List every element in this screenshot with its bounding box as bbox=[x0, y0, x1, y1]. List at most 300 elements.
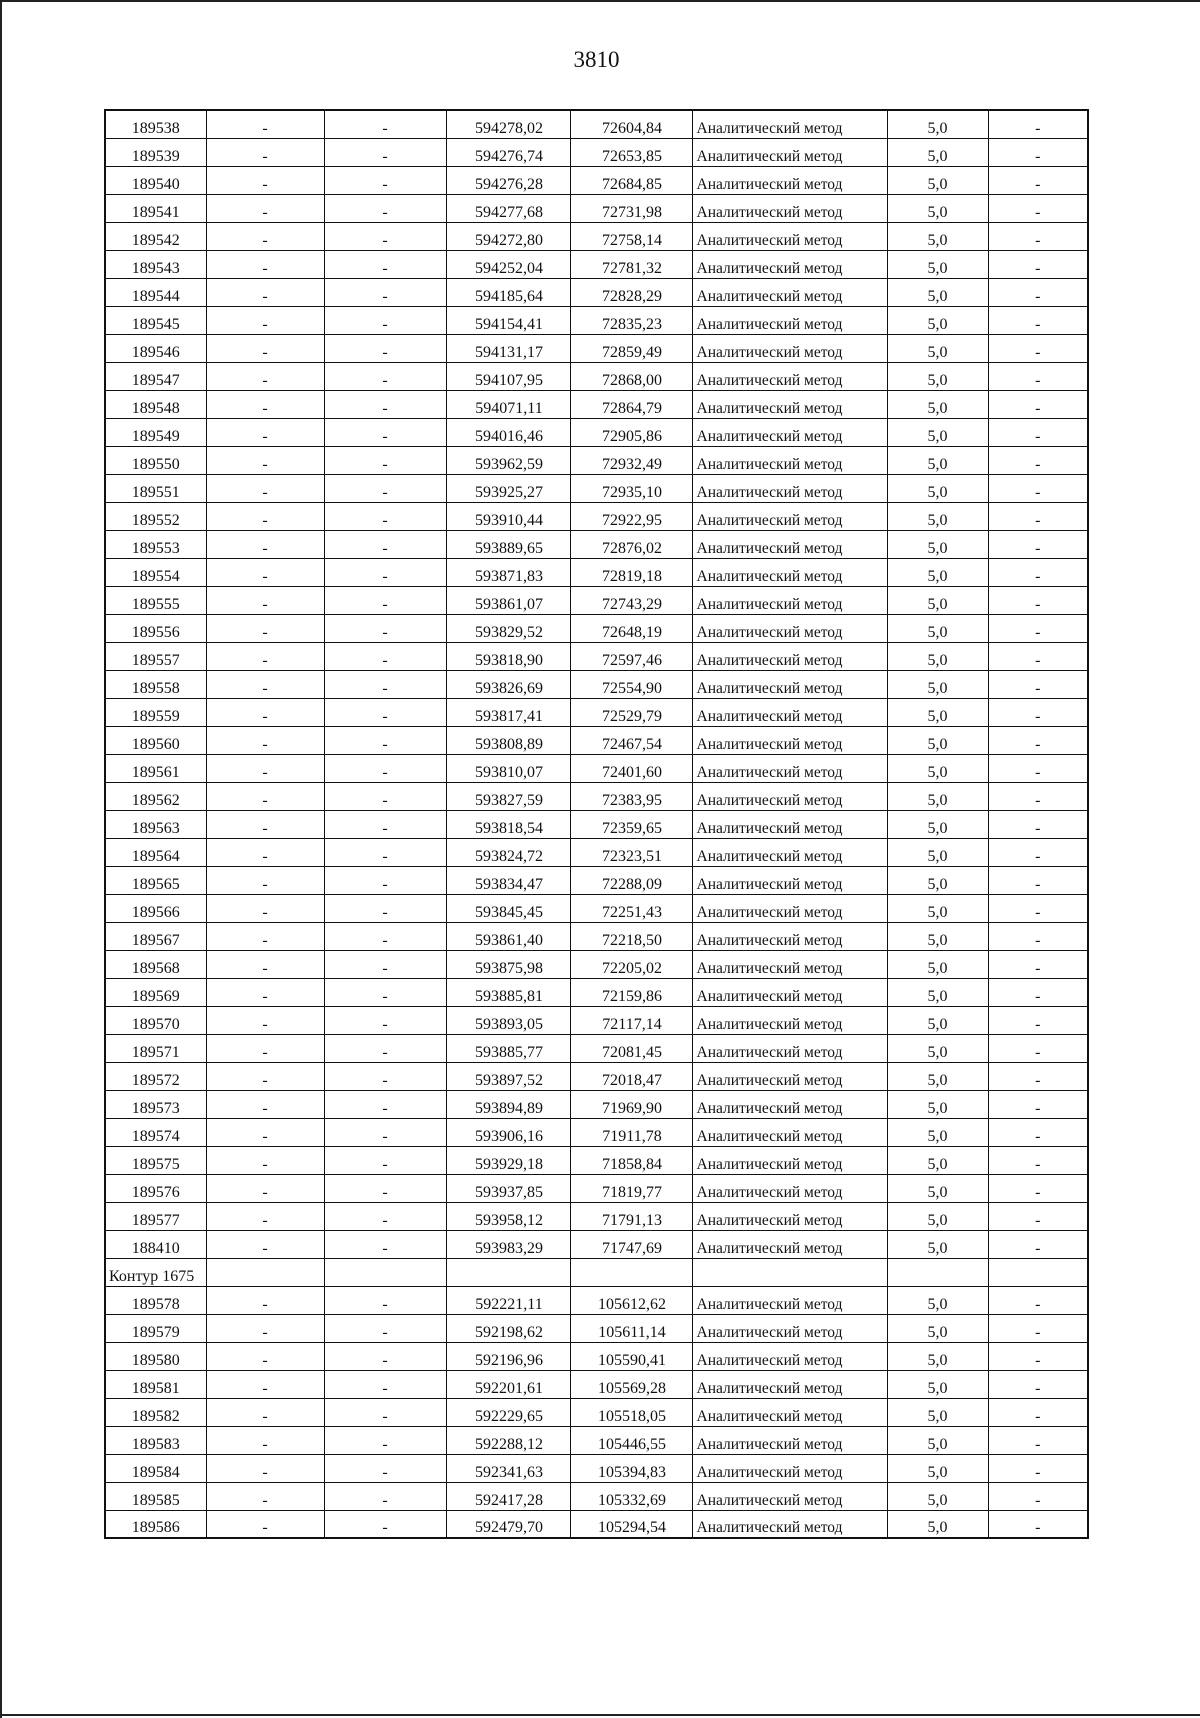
coordinate-x-cell: 593929,18 bbox=[446, 1146, 570, 1174]
method-cell: Аналитический метод bbox=[692, 362, 887, 390]
table-row bbox=[105, 1426, 1088, 1454]
coordinate-y-cell: 71858,84 bbox=[570, 1146, 692, 1174]
accuracy-cell: 5,0 bbox=[887, 670, 988, 698]
method-cell: Аналитический метод bbox=[692, 278, 887, 306]
coordinate-x-cell: 594252,04 bbox=[446, 250, 570, 278]
point-number-cell: 189544 bbox=[105, 278, 206, 306]
coordinate-x-cell: 593827,59 bbox=[446, 782, 570, 810]
coordinate-y-cell: 72251,43 bbox=[570, 894, 692, 922]
method-cell: Аналитический метод bbox=[692, 390, 887, 418]
coordinate-y-cell: 72819,18 bbox=[570, 558, 692, 586]
empty-dash-cell: - bbox=[324, 754, 446, 782]
point-number-cell: 189565 bbox=[105, 866, 206, 894]
table-row bbox=[105, 1090, 1088, 1118]
coordinate-y-cell: 72018,47 bbox=[570, 1062, 692, 1090]
empty-dash-cell: - bbox=[324, 446, 446, 474]
coordinate-x-cell: 593983,29 bbox=[446, 1230, 570, 1258]
table-row bbox=[105, 614, 1088, 642]
coordinate-y-cell: 72604,84 bbox=[570, 110, 692, 138]
empty-dash-cell: - bbox=[206, 866, 324, 894]
empty-dash-cell: - bbox=[206, 894, 324, 922]
coordinate-x-cell: 593861,07 bbox=[446, 586, 570, 614]
method-cell: Аналитический метод bbox=[692, 1454, 887, 1482]
accuracy-cell: 5,0 bbox=[887, 1202, 988, 1230]
empty-dash-cell: - bbox=[206, 278, 324, 306]
coordinate-x-cell: 594107,95 bbox=[446, 362, 570, 390]
empty-dash-cell: - bbox=[206, 1314, 324, 1342]
empty-dash-cell: - bbox=[206, 1510, 324, 1538]
empty-dash-cell: - bbox=[206, 138, 324, 166]
empty-dash-cell: - bbox=[988, 222, 1088, 250]
empty-dash-cell: - bbox=[206, 1006, 324, 1034]
point-number-cell: 189553 bbox=[105, 530, 206, 558]
accuracy-cell: 5,0 bbox=[887, 1034, 988, 1062]
coordinate-x-cell: 592196,96 bbox=[446, 1342, 570, 1370]
empty-dash-cell: - bbox=[324, 1034, 446, 1062]
method-cell: Аналитический метод bbox=[692, 474, 887, 502]
empty-dash-cell: - bbox=[988, 362, 1088, 390]
method-cell: Аналитический метод bbox=[692, 222, 887, 250]
coordinate-y-cell: 72684,85 bbox=[570, 166, 692, 194]
accuracy-cell: 5,0 bbox=[887, 446, 988, 474]
method-cell: Аналитический метод bbox=[692, 1062, 887, 1090]
coordinate-x-cell: 594277,68 bbox=[446, 194, 570, 222]
coordinate-x-cell: 592417,28 bbox=[446, 1482, 570, 1510]
table-row bbox=[105, 782, 1088, 810]
point-number-cell: 189568 bbox=[105, 950, 206, 978]
empty-dash-cell: - bbox=[206, 614, 324, 642]
table-row bbox=[105, 1398, 1088, 1426]
point-number-cell: 189564 bbox=[105, 838, 206, 866]
method-cell: Аналитический метод bbox=[692, 1090, 887, 1118]
table-row bbox=[105, 838, 1088, 866]
accuracy-cell: 5,0 bbox=[887, 530, 988, 558]
method-cell: Аналитический метод bbox=[692, 1510, 887, 1538]
table-row bbox=[105, 362, 1088, 390]
coordinate-x-cell: 593824,72 bbox=[446, 838, 570, 866]
table-row bbox=[105, 1062, 1088, 1090]
empty-dash-cell: - bbox=[988, 1090, 1088, 1118]
empty-dash-cell: - bbox=[324, 838, 446, 866]
empty-dash-cell: - bbox=[324, 558, 446, 586]
table-row bbox=[105, 810, 1088, 838]
table-row bbox=[105, 922, 1088, 950]
empty-dash-cell: - bbox=[206, 250, 324, 278]
empty-dash-cell: - bbox=[206, 1118, 324, 1146]
empty-dash-cell: - bbox=[324, 306, 446, 334]
accuracy-cell: 5,0 bbox=[887, 138, 988, 166]
coordinate-y-cell: 72323,51 bbox=[570, 838, 692, 866]
empty-dash-cell: - bbox=[206, 418, 324, 446]
empty-dash-cell: - bbox=[988, 1006, 1088, 1034]
empty-dash-cell: - bbox=[988, 530, 1088, 558]
accuracy-cell: 5,0 bbox=[887, 698, 988, 726]
method-cell: Аналитический метод bbox=[692, 698, 887, 726]
accuracy-cell: 5,0 bbox=[887, 1370, 988, 1398]
coordinate-y-cell: 72935,10 bbox=[570, 474, 692, 502]
empty-dash-cell: - bbox=[206, 1202, 324, 1230]
empty-dash-cell: - bbox=[324, 222, 446, 250]
empty-dash-cell: - bbox=[988, 1230, 1088, 1258]
empty-dash-cell: - bbox=[206, 1174, 324, 1202]
method-cell: Аналитический метод bbox=[692, 614, 887, 642]
empty-dash-cell: - bbox=[324, 1398, 446, 1426]
method-cell: Аналитический метод bbox=[692, 978, 887, 1006]
coordinate-y-cell: 72922,95 bbox=[570, 502, 692, 530]
empty-cell bbox=[887, 1258, 988, 1286]
empty-dash-cell: - bbox=[206, 670, 324, 698]
coordinates-table-body bbox=[105, 110, 1088, 1538]
accuracy-cell: 5,0 bbox=[887, 222, 988, 250]
method-cell: Аналитический метод bbox=[692, 166, 887, 194]
point-number-cell: 189574 bbox=[105, 1118, 206, 1146]
empty-dash-cell: - bbox=[324, 1510, 446, 1538]
empty-dash-cell: - bbox=[988, 642, 1088, 670]
point-number-cell: 189557 bbox=[105, 642, 206, 670]
empty-dash-cell: - bbox=[206, 1342, 324, 1370]
point-number-cell: 189558 bbox=[105, 670, 206, 698]
empty-dash-cell: - bbox=[324, 502, 446, 530]
table-row bbox=[105, 894, 1088, 922]
accuracy-cell: 5,0 bbox=[887, 334, 988, 362]
coordinate-y-cell: 72731,98 bbox=[570, 194, 692, 222]
point-number-cell: 189584 bbox=[105, 1454, 206, 1482]
empty-dash-cell: - bbox=[324, 642, 446, 670]
point-number-cell: 189545 bbox=[105, 306, 206, 334]
table-row bbox=[105, 1174, 1088, 1202]
empty-dash-cell: - bbox=[206, 1146, 324, 1174]
empty-dash-cell: - bbox=[206, 502, 324, 530]
point-number-cell: 188410 bbox=[105, 1230, 206, 1258]
empty-dash-cell: - bbox=[324, 1118, 446, 1146]
coordinate-x-cell: 592221,11 bbox=[446, 1286, 570, 1314]
coordinate-y-cell: 105612,62 bbox=[570, 1286, 692, 1314]
method-cell: Аналитический метод bbox=[692, 1342, 887, 1370]
point-number-cell: 189583 bbox=[105, 1426, 206, 1454]
coordinate-y-cell: 72835,23 bbox=[570, 306, 692, 334]
method-cell: Аналитический метод bbox=[692, 502, 887, 530]
coordinate-x-cell: 594272,80 bbox=[446, 222, 570, 250]
coordinate-y-cell: 105590,41 bbox=[570, 1342, 692, 1370]
empty-dash-cell: - bbox=[206, 1482, 324, 1510]
point-number-cell: 189539 bbox=[105, 138, 206, 166]
accuracy-cell: 5,0 bbox=[887, 782, 988, 810]
point-number-cell: 189542 bbox=[105, 222, 206, 250]
coordinate-y-cell: 71911,78 bbox=[570, 1118, 692, 1146]
coordinate-x-cell: 593817,41 bbox=[446, 698, 570, 726]
coordinate-y-cell: 72868,00 bbox=[570, 362, 692, 390]
coordinate-x-cell: 593818,90 bbox=[446, 642, 570, 670]
method-cell: Аналитический метод bbox=[692, 1034, 887, 1062]
coordinate-x-cell: 594276,28 bbox=[446, 166, 570, 194]
empty-dash-cell: - bbox=[988, 894, 1088, 922]
point-number-cell: 189577 bbox=[105, 1202, 206, 1230]
table-row bbox=[105, 1454, 1088, 1482]
empty-dash-cell: - bbox=[988, 1342, 1088, 1370]
coordinate-y-cell: 72597,46 bbox=[570, 642, 692, 670]
table-row bbox=[105, 1482, 1088, 1510]
coordinate-x-cell: 593826,69 bbox=[446, 670, 570, 698]
empty-dash-cell: - bbox=[988, 110, 1088, 138]
method-cell: Аналитический метод bbox=[692, 754, 887, 782]
empty-dash-cell: - bbox=[324, 922, 446, 950]
point-number-cell: 189566 bbox=[105, 894, 206, 922]
method-cell: Аналитический метод bbox=[692, 726, 887, 754]
point-number-cell: 189549 bbox=[105, 418, 206, 446]
coordinate-y-cell: 72905,86 bbox=[570, 418, 692, 446]
point-number-cell: 189569 bbox=[105, 978, 206, 1006]
coordinate-y-cell: 72864,79 bbox=[570, 390, 692, 418]
empty-dash-cell: - bbox=[988, 1482, 1088, 1510]
table-row bbox=[105, 1034, 1088, 1062]
accuracy-cell: 5,0 bbox=[887, 418, 988, 446]
point-number-cell: 189579 bbox=[105, 1314, 206, 1342]
method-cell: Аналитический метод bbox=[692, 446, 887, 474]
empty-dash-cell: - bbox=[324, 1090, 446, 1118]
empty-dash-cell: - bbox=[324, 530, 446, 558]
accuracy-cell: 5,0 bbox=[887, 166, 988, 194]
point-number-cell: 189548 bbox=[105, 390, 206, 418]
empty-dash-cell: - bbox=[324, 194, 446, 222]
table-row bbox=[105, 446, 1088, 474]
point-number-cell: 189552 bbox=[105, 502, 206, 530]
empty-dash-cell: - bbox=[988, 334, 1088, 362]
method-cell: Аналитический метод bbox=[692, 1202, 887, 1230]
coordinate-x-cell: 594154,41 bbox=[446, 306, 570, 334]
empty-dash-cell: - bbox=[988, 418, 1088, 446]
empty-dash-cell: - bbox=[324, 1006, 446, 1034]
table-row bbox=[105, 166, 1088, 194]
point-number-cell: 189543 bbox=[105, 250, 206, 278]
accuracy-cell: 5,0 bbox=[887, 894, 988, 922]
accuracy-cell: 5,0 bbox=[887, 306, 988, 334]
empty-dash-cell: - bbox=[206, 698, 324, 726]
point-number-cell: 189562 bbox=[105, 782, 206, 810]
coordinate-y-cell: 105446,55 bbox=[570, 1426, 692, 1454]
empty-dash-cell: - bbox=[988, 1426, 1088, 1454]
table-row bbox=[105, 698, 1088, 726]
point-number-cell: 189571 bbox=[105, 1034, 206, 1062]
accuracy-cell: 5,0 bbox=[887, 866, 988, 894]
coordinate-y-cell: 105294,54 bbox=[570, 1510, 692, 1538]
empty-dash-cell: - bbox=[988, 1314, 1088, 1342]
point-number-cell: 189563 bbox=[105, 810, 206, 838]
table-row bbox=[105, 502, 1088, 530]
coordinate-y-cell: 71819,77 bbox=[570, 1174, 692, 1202]
table-row bbox=[105, 726, 1088, 754]
empty-dash-cell: - bbox=[206, 222, 324, 250]
empty-dash-cell: - bbox=[324, 726, 446, 754]
empty-dash-cell: - bbox=[324, 1202, 446, 1230]
empty-dash-cell: - bbox=[988, 1118, 1088, 1146]
empty-dash-cell: - bbox=[988, 1062, 1088, 1090]
coordinate-x-cell: 592288,12 bbox=[446, 1426, 570, 1454]
accuracy-cell: 5,0 bbox=[887, 1454, 988, 1482]
coordinate-x-cell: 593875,98 bbox=[446, 950, 570, 978]
table-row bbox=[105, 1006, 1088, 1034]
method-cell: Аналитический метод bbox=[692, 1118, 887, 1146]
table-row bbox=[105, 1118, 1088, 1146]
empty-dash-cell: - bbox=[206, 558, 324, 586]
point-number-cell: 189561 bbox=[105, 754, 206, 782]
empty-dash-cell: - bbox=[206, 362, 324, 390]
empty-dash-cell: - bbox=[988, 1454, 1088, 1482]
coordinate-y-cell: 71969,90 bbox=[570, 1090, 692, 1118]
empty-dash-cell: - bbox=[988, 278, 1088, 306]
coordinate-x-cell: 593937,85 bbox=[446, 1174, 570, 1202]
empty-dash-cell: - bbox=[206, 530, 324, 558]
coordinate-y-cell: 72828,29 bbox=[570, 278, 692, 306]
point-number-cell: 189575 bbox=[105, 1146, 206, 1174]
empty-dash-cell: - bbox=[206, 586, 324, 614]
table-row bbox=[105, 950, 1088, 978]
accuracy-cell: 5,0 bbox=[887, 1342, 988, 1370]
point-number-cell: 189570 bbox=[105, 1006, 206, 1034]
table-row bbox=[105, 1342, 1088, 1370]
coordinate-x-cell: 593808,89 bbox=[446, 726, 570, 754]
empty-dash-cell: - bbox=[324, 894, 446, 922]
method-cell: Аналитический метод bbox=[692, 1286, 887, 1314]
empty-dash-cell: - bbox=[324, 1342, 446, 1370]
table-row bbox=[105, 866, 1088, 894]
method-cell: Аналитический метод bbox=[692, 838, 887, 866]
empty-dash-cell: - bbox=[988, 1174, 1088, 1202]
coordinate-x-cell: 593871,83 bbox=[446, 558, 570, 586]
table-row bbox=[105, 250, 1088, 278]
empty-dash-cell: - bbox=[988, 166, 1088, 194]
accuracy-cell: 5,0 bbox=[887, 1398, 988, 1426]
accuracy-cell: 5,0 bbox=[887, 586, 988, 614]
empty-dash-cell: - bbox=[988, 474, 1088, 502]
coordinate-x-cell: 593962,59 bbox=[446, 446, 570, 474]
table-row bbox=[105, 670, 1088, 698]
section-label-cell: Контур 1675 bbox=[105, 1258, 206, 1286]
empty-dash-cell: - bbox=[988, 810, 1088, 838]
empty-dash-cell: - bbox=[324, 586, 446, 614]
coordinate-y-cell: 105518,05 bbox=[570, 1398, 692, 1426]
empty-dash-cell: - bbox=[324, 1482, 446, 1510]
point-number-cell: 189582 bbox=[105, 1398, 206, 1426]
scan-frame-bottom bbox=[0, 1714, 1200, 1716]
method-cell: Аналитический метод bbox=[692, 782, 887, 810]
empty-dash-cell: - bbox=[206, 390, 324, 418]
empty-cell bbox=[206, 1258, 324, 1286]
empty-dash-cell: - bbox=[324, 334, 446, 362]
table-row bbox=[105, 1286, 1088, 1314]
method-cell: Аналитический метод bbox=[692, 1314, 887, 1342]
coordinate-x-cell: 594185,64 bbox=[446, 278, 570, 306]
page-number: 3810 bbox=[573, 47, 620, 72]
method-cell: Аналитический метод bbox=[692, 138, 887, 166]
empty-dash-cell: - bbox=[206, 1034, 324, 1062]
accuracy-cell: 5,0 bbox=[887, 1314, 988, 1342]
coordinate-y-cell: 72359,65 bbox=[570, 810, 692, 838]
point-number-cell: 189556 bbox=[105, 614, 206, 642]
coordinate-y-cell: 72218,50 bbox=[570, 922, 692, 950]
coordinate-x-cell: 593829,52 bbox=[446, 614, 570, 642]
empty-dash-cell: - bbox=[988, 726, 1088, 754]
empty-dash-cell: - bbox=[324, 866, 446, 894]
empty-dash-cell: - bbox=[324, 362, 446, 390]
empty-dash-cell: - bbox=[206, 1426, 324, 1454]
empty-dash-cell: - bbox=[324, 950, 446, 978]
coordinate-y-cell: 72758,14 bbox=[570, 222, 692, 250]
accuracy-cell: 5,0 bbox=[887, 1510, 988, 1538]
coordinate-x-cell: 593834,47 bbox=[446, 866, 570, 894]
table-row bbox=[105, 558, 1088, 586]
empty-dash-cell: - bbox=[324, 1370, 446, 1398]
coordinate-x-cell: 592479,70 bbox=[446, 1510, 570, 1538]
point-number-cell: 189546 bbox=[105, 334, 206, 362]
accuracy-cell: 5,0 bbox=[887, 614, 988, 642]
coordinate-y-cell: 72081,45 bbox=[570, 1034, 692, 1062]
empty-dash-cell: - bbox=[988, 1034, 1088, 1062]
coordinate-x-cell: 594278,02 bbox=[446, 110, 570, 138]
point-number-cell: 189586 bbox=[105, 1510, 206, 1538]
coordinate-y-cell: 72653,85 bbox=[570, 138, 692, 166]
point-number-cell: 189580 bbox=[105, 1342, 206, 1370]
coordinate-y-cell: 105394,83 bbox=[570, 1454, 692, 1482]
table-row bbox=[105, 390, 1088, 418]
method-cell: Аналитический метод bbox=[692, 1398, 887, 1426]
point-number-cell: 189541 bbox=[105, 194, 206, 222]
table-row bbox=[105, 1230, 1088, 1258]
scan-frame-left bbox=[0, 0, 2, 1718]
method-cell: Аналитический метод bbox=[692, 418, 887, 446]
accuracy-cell: 5,0 bbox=[887, 726, 988, 754]
accuracy-cell: 5,0 bbox=[887, 502, 988, 530]
coordinate-y-cell: 72781,32 bbox=[570, 250, 692, 278]
point-number-cell: 189547 bbox=[105, 362, 206, 390]
point-number-cell: 189573 bbox=[105, 1090, 206, 1118]
method-cell: Аналитический метод bbox=[692, 306, 887, 334]
empty-dash-cell: - bbox=[988, 390, 1088, 418]
scan-frame-top bbox=[0, 0, 1200, 2]
accuracy-cell: 5,0 bbox=[887, 1482, 988, 1510]
method-cell: Аналитический метод bbox=[692, 950, 887, 978]
coordinate-x-cell: 593885,81 bbox=[446, 978, 570, 1006]
method-cell: Аналитический метод bbox=[692, 1230, 887, 1258]
empty-dash-cell: - bbox=[988, 866, 1088, 894]
method-cell: Аналитический метод bbox=[692, 334, 887, 362]
empty-dash-cell: - bbox=[206, 474, 324, 502]
coordinate-x-cell: 592341,63 bbox=[446, 1454, 570, 1482]
empty-dash-cell: - bbox=[988, 250, 1088, 278]
coordinate-y-cell: 72554,90 bbox=[570, 670, 692, 698]
coordinate-y-cell: 71791,13 bbox=[570, 1202, 692, 1230]
method-cell: Аналитический метод bbox=[692, 1426, 887, 1454]
empty-dash-cell: - bbox=[324, 978, 446, 1006]
coordinate-x-cell: 594131,17 bbox=[446, 334, 570, 362]
empty-dash-cell: - bbox=[324, 1454, 446, 1482]
empty-dash-cell: - bbox=[206, 1454, 324, 1482]
coordinate-x-cell: 594016,46 bbox=[446, 418, 570, 446]
coordinate-y-cell: 72743,29 bbox=[570, 586, 692, 614]
method-cell: Аналитический метод bbox=[692, 1006, 887, 1034]
empty-cell bbox=[446, 1258, 570, 1286]
accuracy-cell: 5,0 bbox=[887, 1230, 988, 1258]
method-cell: Аналитический метод bbox=[692, 642, 887, 670]
accuracy-cell: 5,0 bbox=[887, 978, 988, 1006]
coordinate-y-cell: 72117,14 bbox=[570, 1006, 692, 1034]
method-cell: Аналитический метод bbox=[692, 250, 887, 278]
empty-dash-cell: - bbox=[206, 754, 324, 782]
empty-dash-cell: - bbox=[988, 950, 1088, 978]
empty-dash-cell: - bbox=[988, 698, 1088, 726]
method-cell: Аналитический метод bbox=[692, 558, 887, 586]
empty-dash-cell: - bbox=[206, 1230, 324, 1258]
accuracy-cell: 5,0 bbox=[887, 110, 988, 138]
